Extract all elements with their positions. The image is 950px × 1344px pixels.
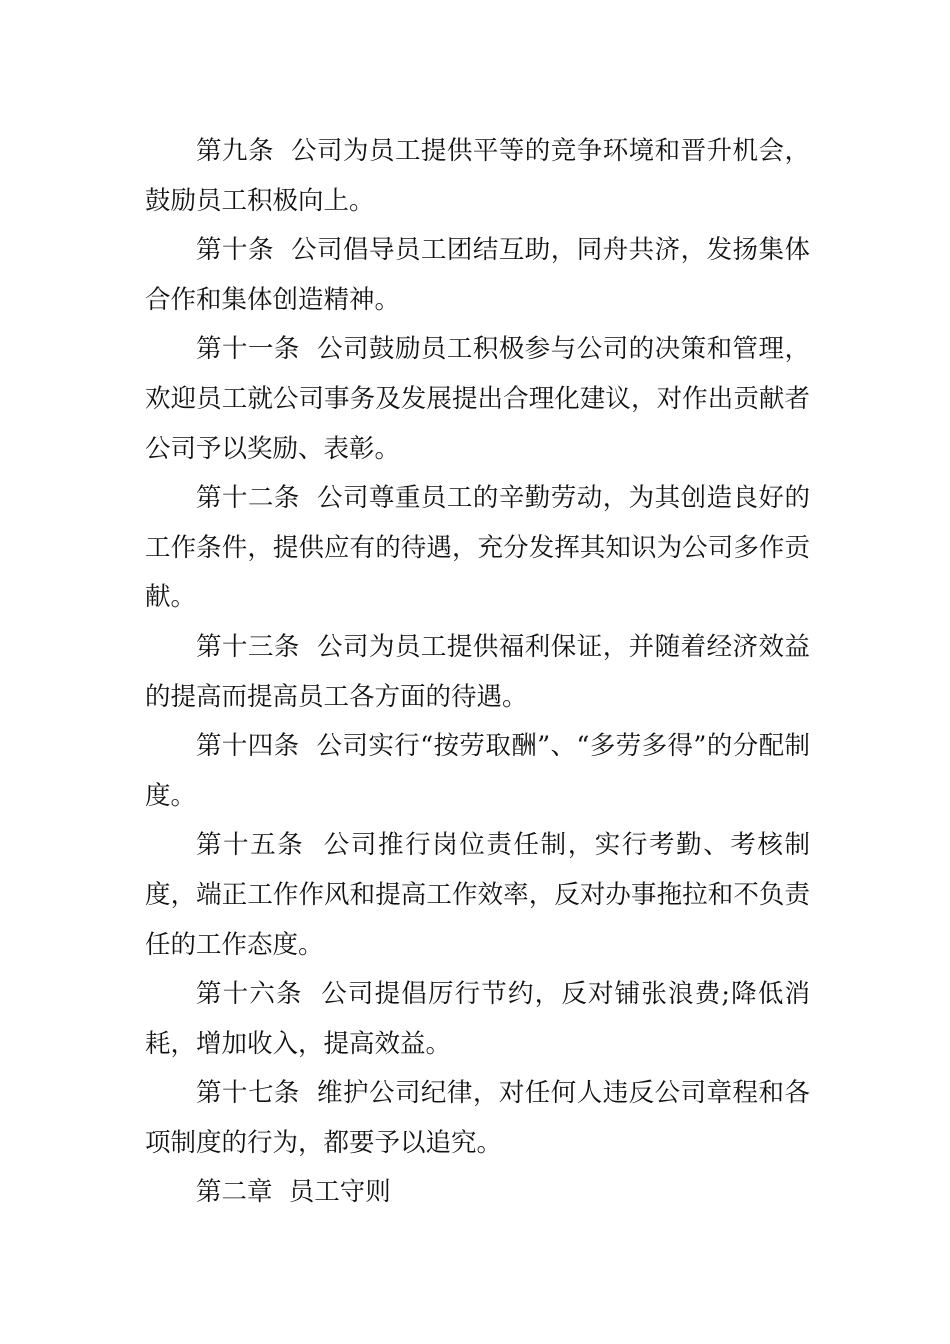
article-16-paragraph: 第十六条 公司提倡厉行节约，反对铺张浪费;降低消耗，增加收入，提高效益。	[145, 979, 810, 1059]
chapter-heading: 第二章 员工守则	[196, 1177, 391, 1208]
article-15-paragraph: 第十五条 公司推行岗位责任制，实行考勤、考核制度，端正工作作风和提高工作效率，反对办事拖拉和不负责任的工作态度。	[145, 830, 810, 960]
article-12-paragraph: 第十二条 公司尊重员工的辛勤劳动，为其创造良好的工作条件，提供应有的待遇，充分发挥其知识为公司多作贡献。	[145, 483, 810, 613]
article-11-paragraph: 第十一条 公司鼓励员工积极参与公司的决策和管理，欢迎员工就公司事务及发展提出合理化建议，对作出贡献者公司予以奖励、表彰。	[145, 334, 810, 464]
article-10-paragraph: 第十条 公司倡导员工团结互助，同舟共济，发扬集体合作和集体创造精神。	[145, 235, 810, 315]
article-13-paragraph: 第十三条 公司为员工提供福利保证，并随着经济效益的提高而提高员工各方面的待遇。	[145, 631, 810, 712]
article-17-paragraph: 第十七条 维护公司纪律，对任何人违反公司章程和各项制度的行为，都要予以追究。	[145, 1078, 810, 1158]
article-14-paragraph: 第十四条 公司实行“按劳取酬”、“多劳多得”的分配制度。	[145, 731, 810, 811]
article-9-paragraph: 第九条 公司为员工提供平等的竞争环境和晋升机会，鼓励员工积极向上。	[145, 136, 810, 216]
document-body	[145, 127, 810, 1218]
